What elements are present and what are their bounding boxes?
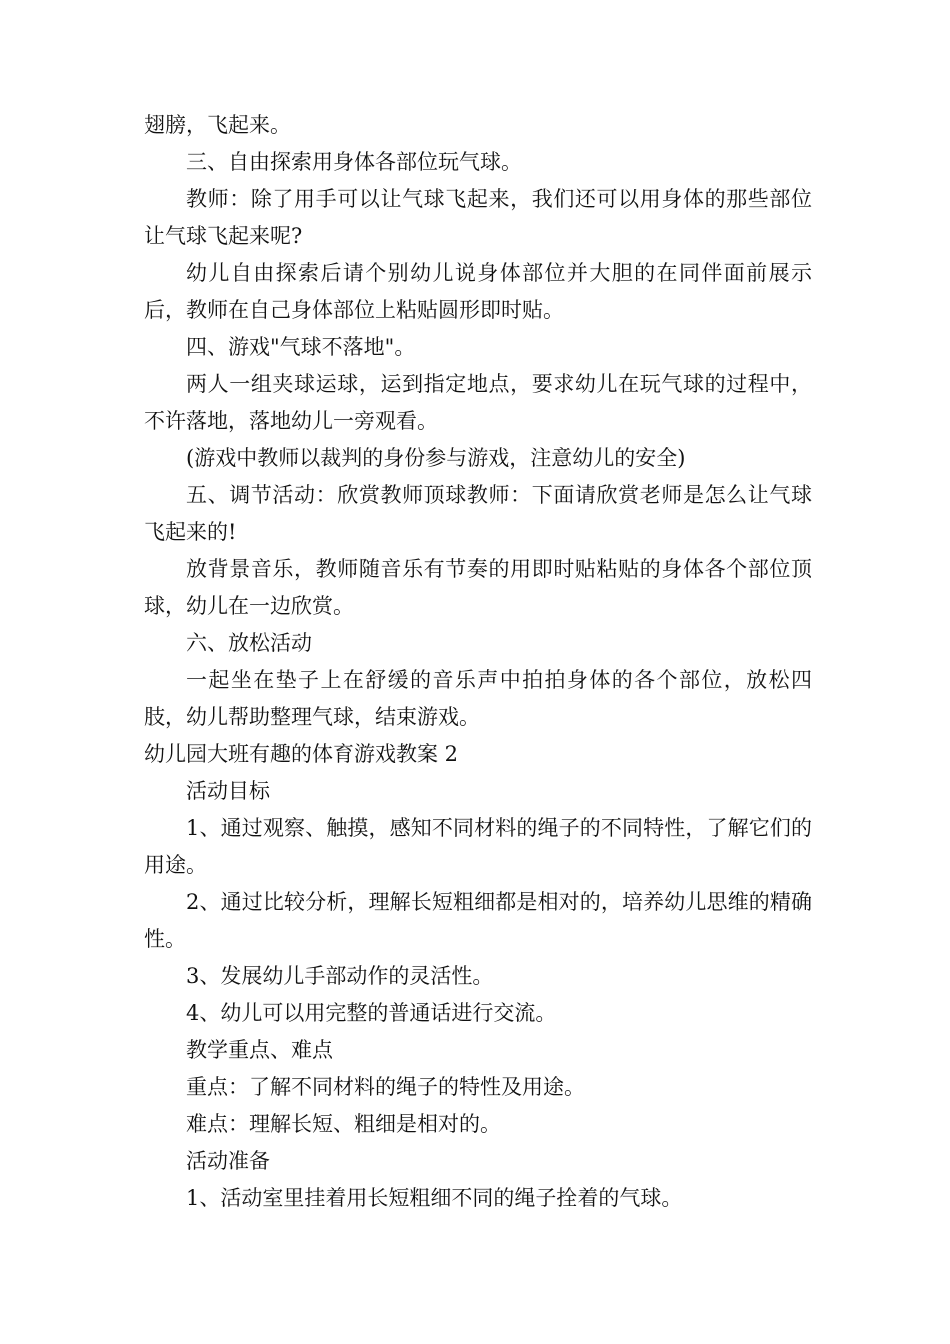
section-heading-game: 四、游戏"气球不落地"。 [186, 335, 416, 359]
paragraph-difficulty: 难点：理解长短、粗细是相对的。 [186, 1112, 501, 1136]
list-item-goal-1: 1、通过观察、触摸，感知不同材料的绳子的不同特性，了解它们的用途。 [144, 816, 812, 877]
paragraph-music-activity: 放背景音乐，教师随音乐有节奏的用即时贴粘贴的身体各个部位顶球，幼儿在一边欣赏。 [144, 557, 812, 618]
section-heading-goals: 活动目标 [186, 779, 270, 803]
list-item-goal-3: 3、发展幼儿手部动作的灵活性。 [186, 964, 494, 988]
section-heading-preparation: 活动准备 [186, 1149, 270, 1173]
paragraph-child-exploration: 幼儿自由探索后请个别幼儿说身体部位并大胆的在同伴面前展示后，教师在自己身体部位上粘贴圆形即时贴。 [144, 261, 812, 322]
paragraph-continuation: 翅膀，飞起来。 [144, 113, 291, 137]
paragraph-game-rules: 两人一组夹球运球，运到指定地点，要求幼儿在玩气球的过程中，不许落地，落地幼儿一旁观看。 [144, 372, 812, 433]
list-item-goal-4: 4、幼儿可以用完整的普通话进行交流。 [186, 1001, 557, 1025]
list-item-goal-2: 2、通过比较分析，理解长短粗细都是相对的，培养幼儿思维的精确性。 [144, 890, 812, 951]
paragraph-teacher-question: 教师：除了用手可以让气球飞起来，我们还可以用身体的那些部位让气球飞起来呢? [144, 187, 812, 248]
section-heading-adjust-activity: 五、调节活动：欣赏教师顶球教师：下面请欣赏老师是怎么让气球飞起来的! [144, 483, 812, 544]
list-item-preparation-1: 1、活动室里挂着用长短粗细不同的绳子拴着的气球。 [186, 1186, 683, 1210]
document-body [144, 107, 812, 1217]
paragraph-game-note: (游戏中教师以裁判的身份参与游戏，注意幼儿的安全) [186, 446, 686, 470]
paragraph-relax-activity: 一起坐在垫子上在舒缓的音乐声中拍拍身体的各个部位，放松四肢，幼儿帮助整理气球，结束游戏。 [144, 668, 812, 729]
section-heading-free-exploration: 三、自由探索用身体各部位玩气球。 [186, 150, 522, 174]
section-heading-relax: 六、放松活动 [186, 631, 312, 655]
document-title-2: 幼儿园大班有趣的体育游戏教案 2 [144, 742, 459, 766]
paragraph-key-point: 重点：了解不同材料的绳子的特性及用途。 [186, 1075, 585, 1099]
section-heading-key-points: 教学重点、难点 [186, 1038, 333, 1062]
